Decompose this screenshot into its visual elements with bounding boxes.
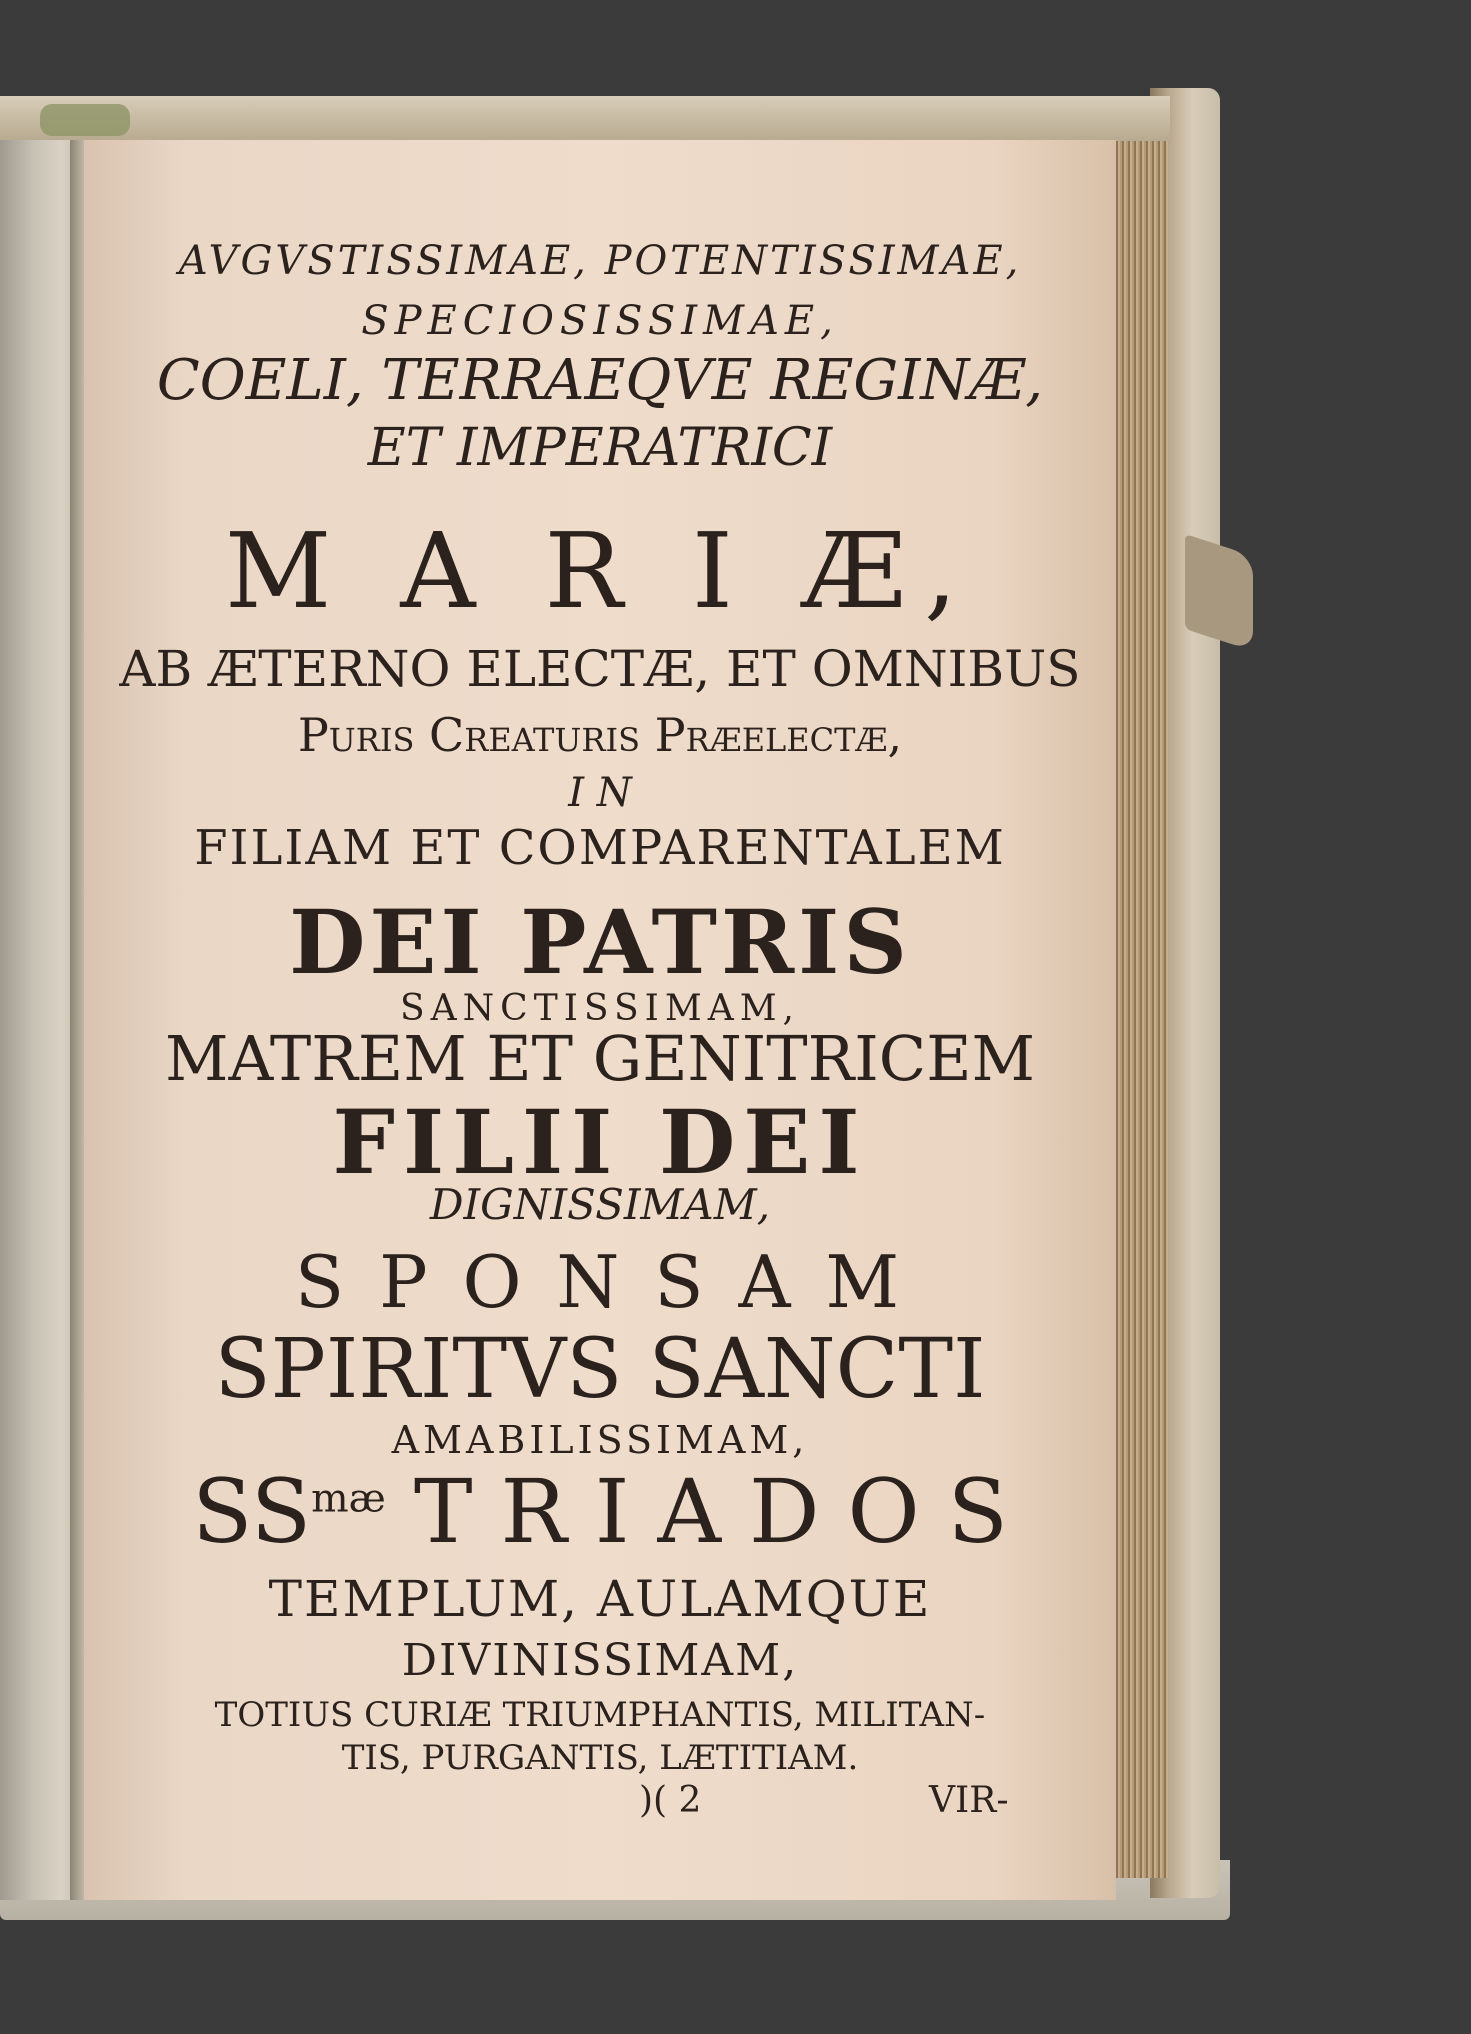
triados-prefix: SS bbox=[192, 1460, 312, 1563]
binding-stain bbox=[40, 104, 130, 136]
title-line-2: SPECIOSISSIMAE, bbox=[361, 298, 839, 344]
page-edges bbox=[1108, 118, 1168, 1878]
signature-mark: )( 2 bbox=[639, 1780, 702, 1821]
title-triados bbox=[84, 1460, 1116, 1563]
title-line-9: FILIAM ET COMPARENTALEM bbox=[194, 820, 1006, 876]
title-line-12: MATREM ET GENITRICEM bbox=[165, 1022, 1035, 1095]
title-line-21: TOTIUS CURIÆ TRIUMPHANTIS, MILITAN- bbox=[214, 1695, 986, 1735]
triados-word: T R I A D O S bbox=[413, 1460, 1008, 1563]
title-dei-patris: DEI PATRIS bbox=[289, 890, 911, 994]
title-line-14: DIGNISSIMAM, bbox=[429, 1180, 771, 1229]
title-line-20: DIVINISSIMAM, bbox=[401, 1635, 799, 1686]
title-line-3: COELI, TERRAEQVE REGINÆ, bbox=[156, 348, 1044, 413]
title-line-19: TEMPLUM, AULAMQUE bbox=[268, 1570, 932, 1628]
title-line-22: TIS, PURGANTIS, LÆTITIAM. bbox=[341, 1738, 859, 1778]
triados-superscript: mæ bbox=[311, 1475, 386, 1522]
book-top-edge bbox=[0, 96, 1170, 141]
title-line-1: AVGVSTISSIMAE, POTENTISSIMAE, bbox=[178, 238, 1022, 284]
title-line-17: AMABILISSIMAM, bbox=[391, 1418, 809, 1462]
title-filii-dei: FILII DEI bbox=[332, 1090, 868, 1194]
title-line-7: Puris Creaturis Præelectæ, bbox=[297, 708, 903, 762]
title-mariae: M A R I Æ, bbox=[224, 510, 976, 632]
title-page bbox=[84, 140, 1116, 1900]
title-sponsam: S P O N S A M bbox=[294, 1240, 906, 1324]
title-line-11: SANCTISSIMAM, bbox=[399, 988, 800, 1029]
title-line-4: ET IMPERATRICI bbox=[367, 418, 833, 478]
title-spiritus-sancti: SPIRITVS SANCTI bbox=[214, 1322, 986, 1417]
title-line-6: AB ÆTERNO ELECTÆ, ET OMNIBUS bbox=[119, 640, 1081, 698]
title-line-8: I N bbox=[568, 770, 632, 816]
catchword: VIR- bbox=[929, 1780, 1009, 1821]
